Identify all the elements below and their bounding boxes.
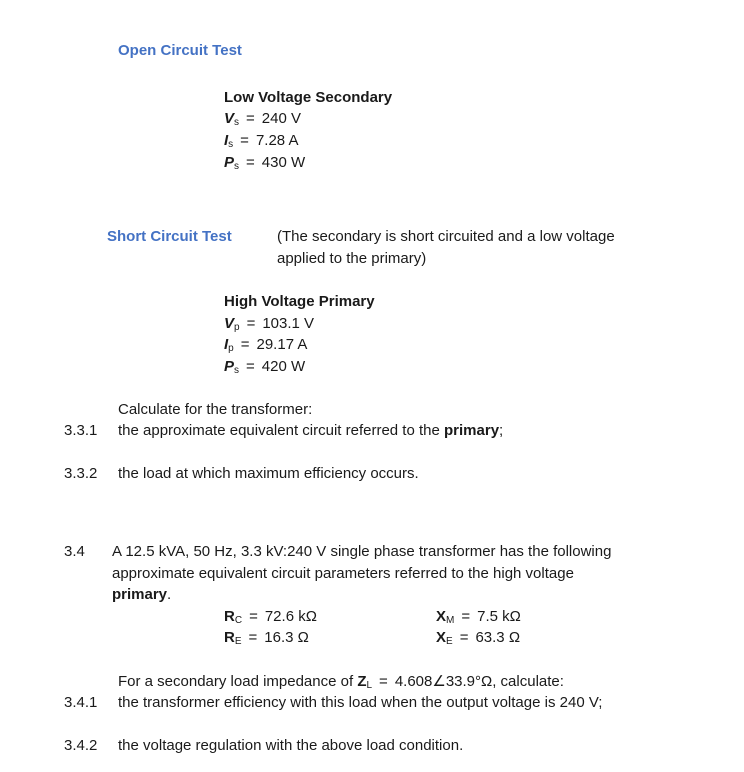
q33-intro: Calculate for the transformer: — [118, 401, 313, 418]
high-voltage-primary-heading: High Voltage Primary — [224, 293, 375, 310]
open-circuit-heading: Open Circuit Test — [118, 42, 242, 59]
angle-symbol: ∠ — [432, 673, 446, 690]
sc-row-ip: $I_p = 29.17$ A — [224, 336, 308, 354]
sc-row-vp: $V_p = 103.1$ V — [224, 315, 315, 333]
load-impedance-line: For a secondary load impedance of $Z_L$ = 4.608∠33.9°Ω, calculate: — [118, 673, 564, 691]
q34-number: 3.4 — [64, 543, 85, 560]
q341-text: the transformer efficiency with this load when the output voltage is 240 V; — [118, 694, 603, 711]
oc-row-vs: $V_s = 240$ V — [224, 110, 301, 128]
q34-paragraph-line3: primary. — [112, 586, 172, 603]
q342-text: the voltage regulation with the above load condition. — [118, 737, 464, 754]
q34-paragraph-line1: A 12.5 kVA, 50 Hz, 3.3 kV:240 V single phase transformer has the following — [112, 543, 612, 560]
q342-number: 3.4.2 — [64, 737, 98, 754]
q341-number: 3.4.1 — [64, 694, 98, 711]
oc-row-is: $I_s = 7.28$ A — [224, 132, 299, 150]
q332-text: the load at which maximum efficiency occurs. — [118, 465, 419, 482]
param-xe: $X_E = 63.3$ Ω — [436, 629, 521, 647]
q34-paragraph-line2: approximate equivalent circuit parameters referred to the high voltage — [112, 565, 574, 582]
sc-row-ps: $P_s = 420$ W — [224, 358, 306, 376]
param-rc: $R_C = 72.6$ kΩ — [224, 608, 317, 626]
short-circuit-note-line1: (The secondary is short circuited and a low voltage — [277, 228, 615, 245]
short-circuit-heading: Short Circuit Test — [107, 228, 232, 245]
param-re: $R_E = 16.3$ Ω — [224, 629, 309, 647]
short-circuit-note-line2: applied to the primary) — [277, 250, 427, 267]
q332-number: 3.3.2 — [64, 465, 98, 482]
oc-row-ps: $P_s = 430$ W — [224, 154, 306, 172]
low-voltage-secondary-heading: Low Voltage Secondary — [224, 89, 393, 106]
q331-number: 3.3.1 — [64, 422, 98, 439]
q331-text: the approximate equivalent circuit referred to the primary; — [118, 422, 504, 439]
param-xm: $X_M = 7.5$ kΩ — [436, 608, 521, 626]
